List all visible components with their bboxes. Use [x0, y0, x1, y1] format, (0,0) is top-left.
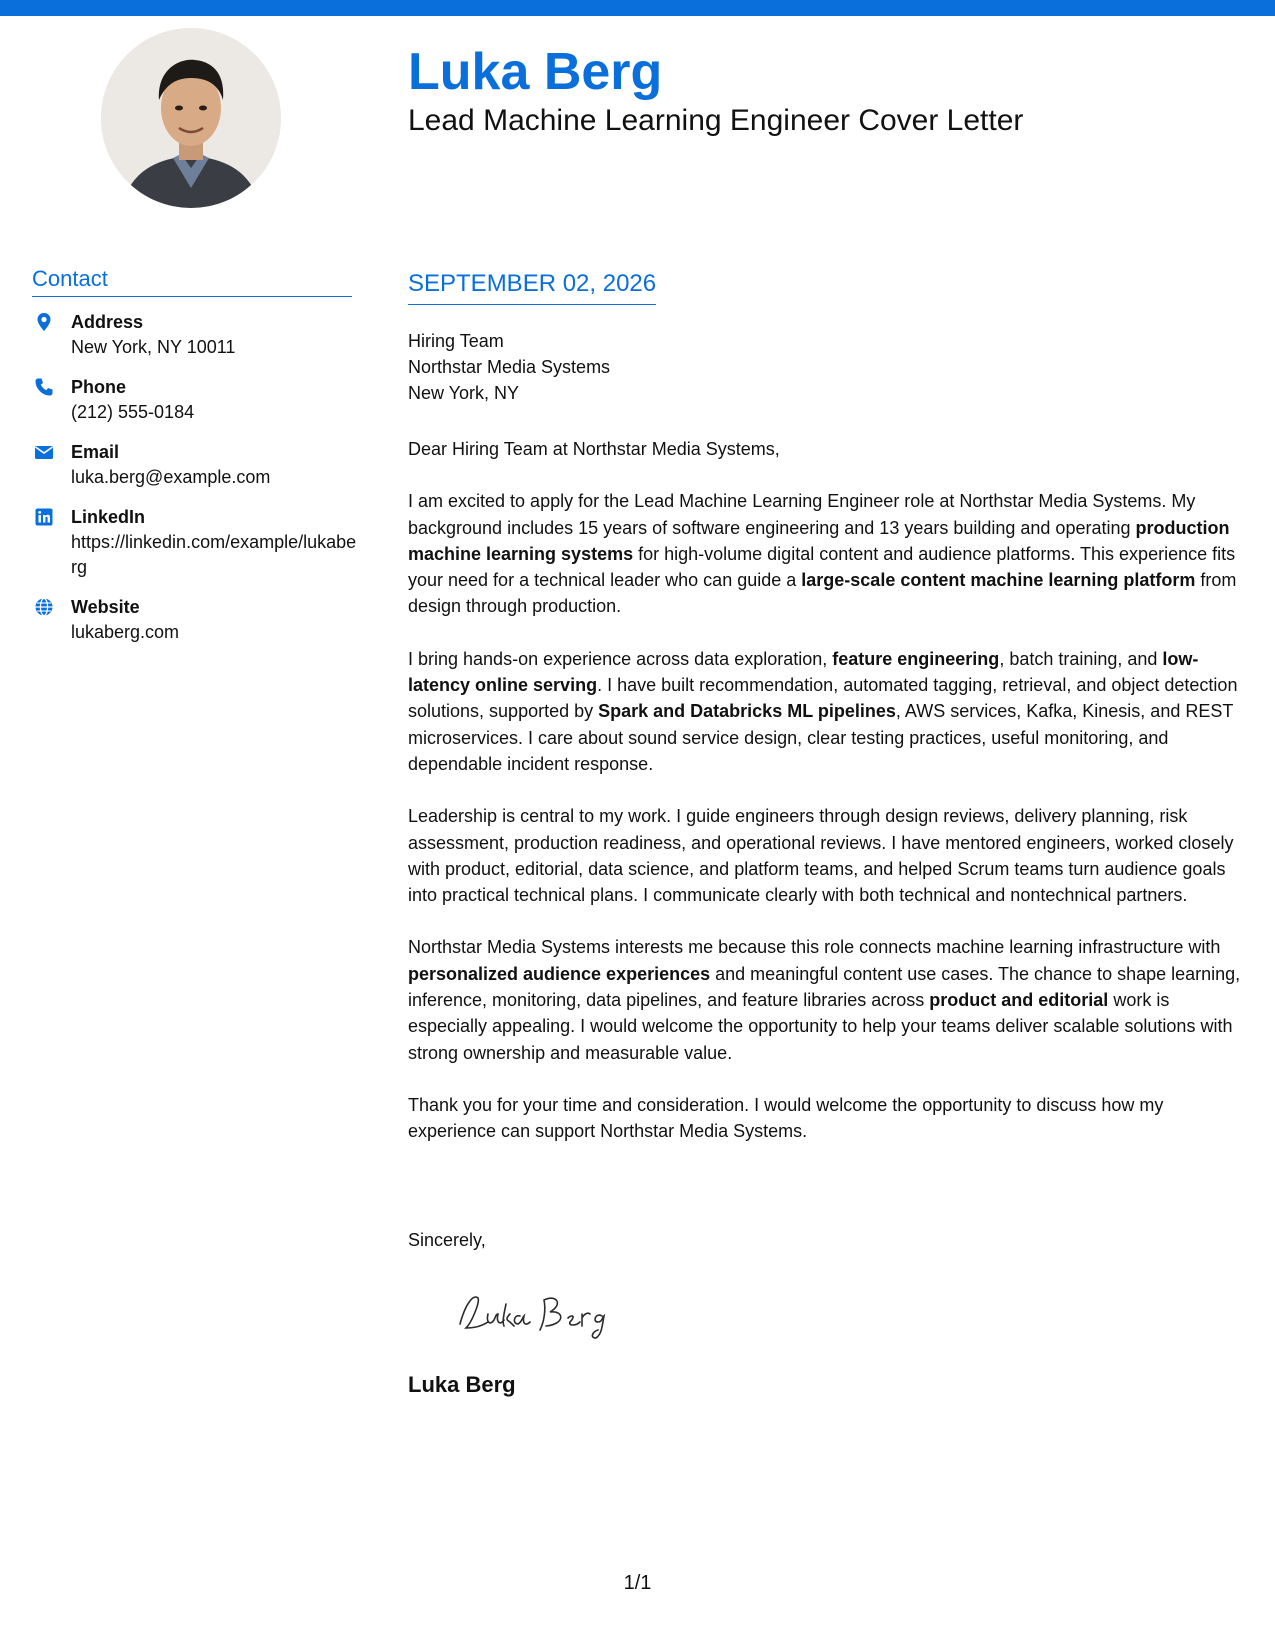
profile-photo — [101, 28, 281, 208]
contact-item-email — [32, 440, 362, 490]
contact-label: Address — [71, 312, 144, 332]
linkedin-icon — [34, 507, 54, 527]
body-paragraph: Leadership is central to my work. I guide engineers through design reviews, delivery planning, risk assessment, production readiness, and operational reviews. I have mentored engineers, worked closely with product, editorial, data science, and platform teams, and helped Scrum teams turn audience goals into practical technical plans. I communicate clearly with both technical and nontechnical partners. — [408, 806, 1234, 906]
body-paragraph: I bring hands-on experience across data exploration, feature engineering, batch training, and low-latency online serving. I have built recommendation, automated tagging, retrieval, and object detection solutions, supported by Spark and Databricks ML pipelines, AWS services, Kafka, Kinesis, and REST microservices. I care about sound service design, clear testing practices, useful monitoring, and dependable incident response. — [408, 648, 1238, 774]
emphasis-text: Spark and Databricks ML pipelines — [598, 701, 896, 722]
contact-item-linkedin — [32, 505, 362, 580]
emphasis-text: feature engineering — [832, 648, 1000, 669]
body-paragraph: I am excited to apply for the Lead Machine Learning Engineer role at Northstar Media Systems. My background includes 15 years of software engineering and 13 years building and operating production machine learning systems for high-volume digital content and audience platforms. This experience fits your need for a technical leader who can guide a large-scale content machine learning platform from design through production. — [408, 491, 1237, 617]
recipient-line: Northstar Media Systems — [408, 357, 611, 377]
closing: Sincerely, — [408, 1230, 486, 1250]
emphasis-text: personalized audience experiences — [408, 963, 711, 984]
profile-photo-graphic — [101, 28, 281, 208]
recipient-block — [408, 328, 610, 406]
greeting: Dear Hiring Team at Northstar Media Systems, — [408, 439, 780, 459]
email-link[interactable]: luka.berg@example.com — [71, 467, 271, 487]
contact-item-phone — [32, 375, 362, 425]
recipient-line: Hiring Team — [408, 331, 504, 351]
address-value: New York, NY 10011 — [71, 337, 236, 357]
phone-icon — [34, 377, 54, 397]
contact-label: Phone — [71, 377, 127, 397]
letter-date: SEPTEMBER 02, 2026 — [408, 270, 656, 305]
body-paragraph: Northstar Media Systems interests me because this role connects machine learning infrastructure with personalized audience experiences and meaningful content use cases. The chance to shape learning, inference, monitoring, data pipelines, and feature libraries across product and editorial work is especially appealing. I would welcome the opportunity to help your teams deliver scalable solutions with strong ownership and measurable value. — [408, 937, 1241, 1063]
envelope-icon — [34, 442, 54, 462]
linkedin-link[interactable]: https://linkedin.com/example/lukaberg — [71, 532, 357, 577]
contact-item-website — [32, 595, 362, 645]
website-link[interactable]: lukaberg.com — [71, 622, 180, 642]
contact-heading: Contact — [32, 266, 352, 297]
page-number: 1/1 — [623, 1572, 652, 1594]
contact-label: Email — [71, 442, 120, 462]
emphasis-text: low-latency online serving — [408, 648, 1199, 696]
contact-item-address — [32, 310, 362, 360]
map-pin-icon — [34, 312, 54, 332]
body-paragraph: Thank you for your time and consideration. I would welcome the opportunity to discuss how my experience can support Northstar Media Systems. — [408, 1094, 1164, 1142]
applicant-name: Luka Berg — [408, 43, 663, 101]
recipient-line: New York, NY — [408, 383, 520, 403]
contact-label: Website — [71, 597, 140, 617]
signed-name: Luka Berg — [408, 1372, 516, 1397]
contact-label: LinkedIn — [71, 507, 146, 527]
globe-icon — [34, 597, 54, 617]
phone-value: (212) 555-0184 — [71, 402, 195, 422]
document-title: Lead Machine Learning Engineer Cover Letter — [408, 104, 1024, 137]
top-accent-bar — [0, 0, 1275, 16]
handwritten-signature — [452, 1282, 632, 1342]
letter-body — [408, 436, 1253, 1171]
contact-list — [32, 310, 362, 660]
emphasis-text: production machine learning systems — [408, 517, 1230, 564]
emphasis-text: product and editorial — [929, 990, 1109, 1011]
emphasis-text: large-scale content machine learning platform — [801, 570, 1196, 591]
